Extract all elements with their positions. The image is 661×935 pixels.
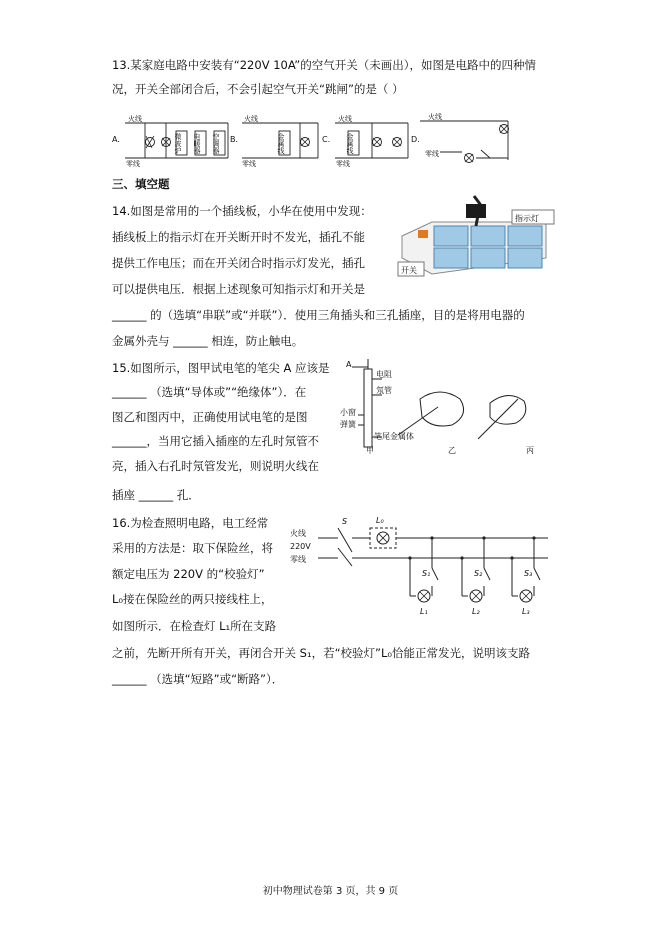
q15-spring-label: 弹簧 (340, 420, 356, 429)
q15-line-3: 图乙和图丙中，正确使用试电笔的是图 (112, 410, 308, 424)
q15-point-a: A (346, 360, 352, 369)
q14-line-2: 插线板上的指示灯在开关断开时不发光，插孔不能 (112, 230, 365, 244)
q13-c-neutral: 零线 (336, 160, 350, 168)
q16-neutral-label: 零线 (290, 555, 306, 564)
q13-option-b: B. (230, 135, 239, 144)
q16-lamp-l1: L₁ (420, 607, 428, 616)
q14-indicator-label: 指示灯 (515, 214, 539, 223)
q13-label-heater: 电暖器 (193, 133, 201, 154)
q16-live-label: 火线 (290, 529, 306, 538)
q15-figure-yi: 乙 (448, 446, 456, 455)
q15-line-2: ______ （选填“导体或”“绝缘体”）．在 (112, 385, 307, 399)
q16-line-5: 如图所示．在检查灯 L₁所在支路 (112, 619, 277, 633)
q13-line-2: 况，开关全部闭合后，不会引起空气开关“跳闸”的是（ ） (112, 82, 404, 96)
q15-metal-body-label: 笔尾金属体 (374, 432, 414, 441)
q13-option-d: D. (411, 135, 420, 144)
q13-d-live: 火线 (428, 113, 442, 121)
q14-power-strip-figure (388, 196, 558, 286)
q16-lamp-l0: L₀ (376, 516, 384, 525)
q16-voltage-label: 220V (290, 542, 311, 551)
q13-d-neutral: 零线 (425, 150, 439, 158)
q13-label-microwave: 微波炉 (174, 133, 182, 154)
q13-c-label-metal: 金属线 (346, 133, 354, 154)
q14-line-1: 14.如图是常用的一个插线板，小华在使用中发现： (112, 204, 372, 218)
q13-label-aircon: 空调器 (212, 133, 220, 154)
q15-resistor-label: 电阻 (376, 370, 392, 379)
section-title: 三、填空题 (112, 177, 170, 191)
q15-test-pen-figure (340, 355, 540, 455)
q14-line-5: ______ 的（选填“串联”或“并联”）．使用三角插头和三孔插座，目的是将用电器的 (112, 308, 525, 322)
q16-line-3: 额定电压为 220V 的“校验灯” (112, 567, 265, 581)
q16-line-4: L₀接在保险丝的两只接线柱上， (112, 592, 273, 606)
q15-figure-bing: 丙 (526, 446, 534, 455)
q16-lamp-l3: L₃ (522, 607, 530, 616)
q13-line-1: 13.某家庭电路中安装有“220V 10A”的空气开关（未画出），如图是电路中的四种情 (112, 58, 537, 72)
q16-switch-s3: S₃ (524, 569, 533, 578)
q15-line-5: 亮，插入右孔时氖管发光，则说明火线在 (112, 459, 319, 473)
q15-figure-jia: 甲 (366, 446, 374, 455)
q15-window-label: 小窗 (340, 408, 356, 417)
q16-line-2: 采用的方法是：取下保险丝，将 (112, 541, 273, 555)
q13-a-neutral: 零线 (126, 160, 140, 168)
q16-switch-s1: S₁ (422, 569, 431, 578)
q16-line-1: 16.为检查照明电路，电工经常 (112, 516, 269, 530)
q16-circuit-figure (290, 508, 560, 620)
q13-b-label-metal: 金属线 (277, 133, 285, 154)
q14-line-4: 可以提供电压．根据上述现象可知指示灯和开关是 (112, 282, 365, 296)
page-footer: 初中物理试卷第 3 页，共 9 页 (262, 886, 399, 897)
q14-line-3: 提供工作电压；而在开关闭合时指示灯发光，插孔 (112, 256, 365, 270)
q15-line-6: 插座 ______ 孔． (112, 488, 200, 502)
q13-option-c: C. (322, 135, 331, 144)
q16-line-6: 之前，先断开所有开关，再闭合开关 S₁，若“校验灯”L₀恰能正常发光，说明该支路 (112, 646, 530, 660)
q13-b-neutral: 零线 (242, 160, 256, 168)
q16-line-7: ______ （选填“短路”或“断路”）． (112, 672, 284, 686)
q16-switch-s: S (342, 517, 348, 526)
q15-line-4: ______，当用它插入插座的左孔时氖管不 (112, 434, 319, 448)
q13-b-live: 火线 (244, 115, 258, 123)
q16-lamp-l2: L₂ (472, 607, 480, 616)
q14-switch-label: 开关 (401, 266, 417, 275)
q16-switch-s2: S₂ (474, 569, 483, 578)
q15-neon-label: 氖管 (376, 386, 392, 395)
q13-a-live: 火线 (128, 115, 142, 123)
q13-c-live: 火线 (338, 115, 352, 123)
q13-circuit-diagrams (0, 0, 661, 200)
q15-line-1: 15.如图所示，图甲试电笔的笔尖 A 应该是 (112, 361, 330, 375)
q14-line-6: 金属外壳与 ______ 相连，防止触电。 (112, 334, 304, 348)
q13-option-a: A. (112, 135, 120, 144)
